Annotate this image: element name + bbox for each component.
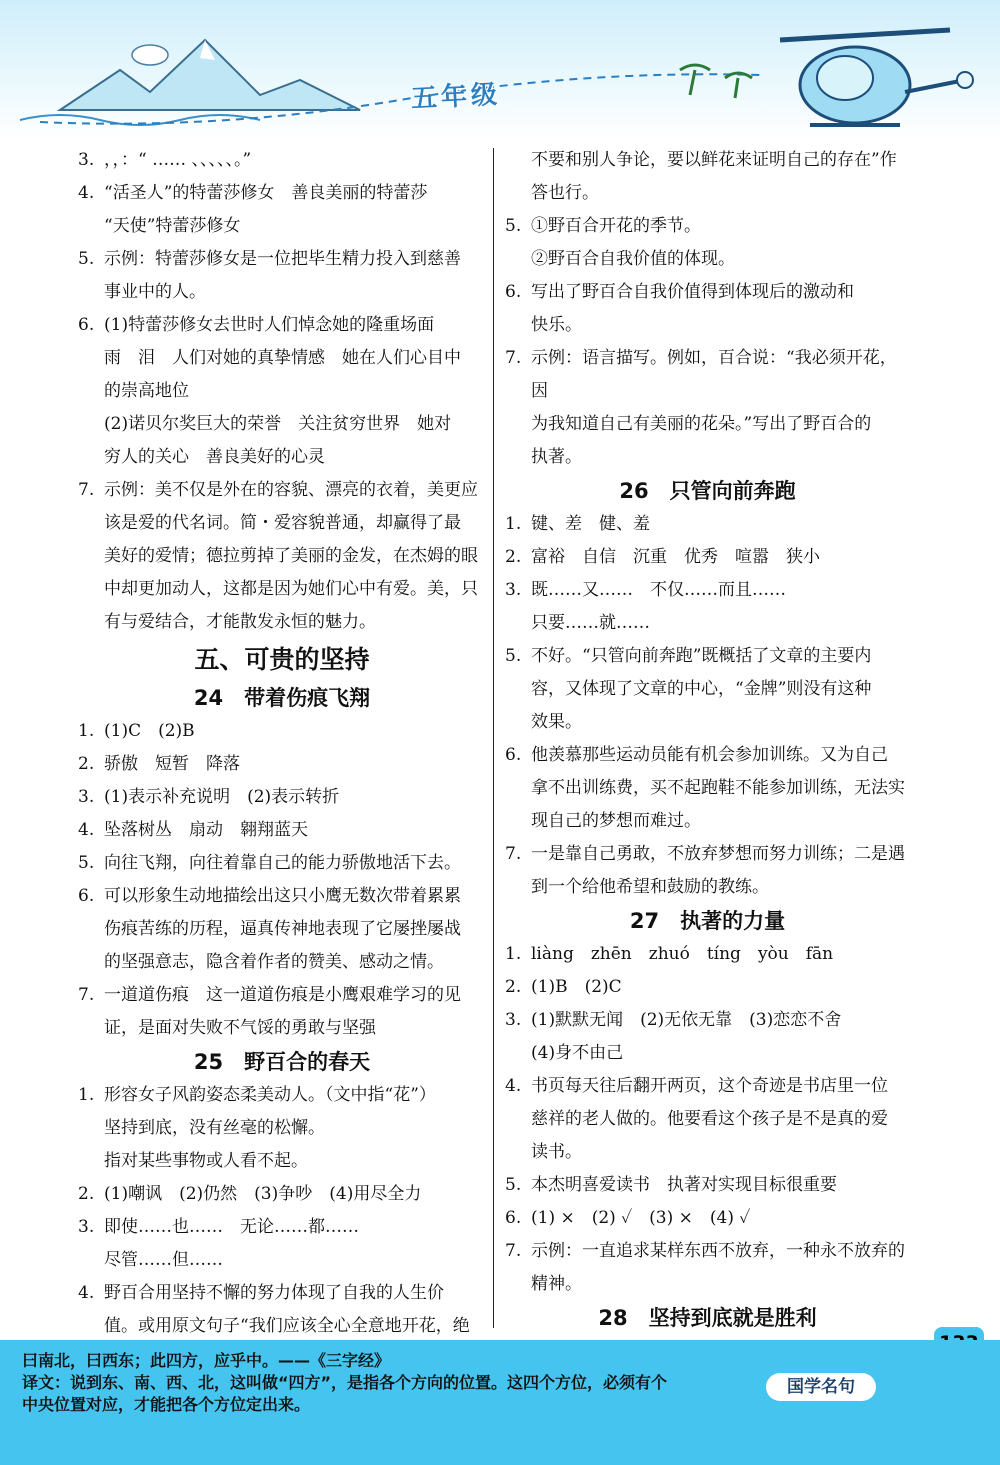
answer-line: (4)身不由己 xyxy=(531,1043,624,1063)
lesson-title-27: 27 执著的力量 xyxy=(629,909,786,933)
header-illustration xyxy=(0,0,1000,140)
answer-number: 2. xyxy=(78,1184,95,1204)
answer-line: (1)C (2)B xyxy=(104,721,195,741)
answer-number: 5. xyxy=(505,1175,522,1195)
answer-line: 坚持到底，没有丝毫的松懈。 xyxy=(104,1118,325,1138)
answer-item xyxy=(78,309,486,474)
answer-text xyxy=(531,1070,910,1169)
answer-item xyxy=(505,508,910,541)
answer-line: 有与爱结合，才能散发永恒的魅力。 xyxy=(104,612,376,632)
answer-line: 证，是面对失败不气馁的勇敢与坚强 xyxy=(104,1018,376,1038)
answer-text xyxy=(531,1169,910,1202)
answer-line: 为我知道自己有美丽的花朵。”写出了野百合的 xyxy=(531,414,872,434)
answer-line: 效果。 xyxy=(531,712,582,732)
answer-item xyxy=(505,1070,910,1169)
answer-text xyxy=(531,739,910,838)
answer-line: 一是靠自己勇敢，不放弃梦想而努力训练；二是遇 xyxy=(531,844,905,864)
answer-line: 骄傲 短暂 降落 xyxy=(104,754,240,774)
answer-line: 键、差 健、羞 xyxy=(531,514,650,534)
answer-line: 书页每天往后翻开两页，这个奇迹是书店里一位 xyxy=(531,1076,888,1096)
answer-line: 精神。 xyxy=(531,1274,582,1294)
answer-line: 事业中的人。 xyxy=(104,282,206,302)
answer-line: 本杰明喜爱读书 执著对实现目标很重要 xyxy=(531,1175,837,1195)
unit-title: 五、可贵的坚持 xyxy=(194,645,370,674)
lesson-title-28: 28 坚持到底就是胜利 xyxy=(598,1306,817,1330)
answer-text xyxy=(104,144,486,177)
answer-text xyxy=(531,1004,910,1070)
lesson-title-26: 26 只管向前奔跑 xyxy=(619,479,796,503)
answer-number: 4. xyxy=(78,183,95,203)
answer-item xyxy=(505,210,910,276)
answer-number: 2. xyxy=(505,547,522,567)
answer-item xyxy=(505,1235,910,1301)
answer-number: 4. xyxy=(78,820,95,840)
answer-line: 执著。 xyxy=(531,447,582,467)
answer-line: 尽管……但…… xyxy=(104,1250,223,1270)
answer-line: ，，：“ …… 、、、、、。” xyxy=(104,150,252,170)
answer-text xyxy=(104,979,486,1045)
answer-item xyxy=(78,715,486,748)
quote-line: 译文：说到东、南、西、北，这叫做“四方”，是指各个方向的位置。这四个方位，必须有个 xyxy=(22,1373,668,1392)
answer-number: 2. xyxy=(78,754,95,774)
answer-number: 7. xyxy=(78,480,95,500)
page-footer xyxy=(0,1340,1000,1465)
column-divider xyxy=(493,148,494,1328)
answer-line: 可以形象生动地描绘出这只小鹰无数次带着累累 xyxy=(104,886,461,906)
answer-text xyxy=(531,971,910,1004)
answer-line: 的坚强意志，隐含着作者的赞美、感动之情。 xyxy=(104,952,444,972)
answer-text xyxy=(531,838,910,904)
answer-line: 坠落树丛 扇动 翱翔蓝天 xyxy=(104,820,308,840)
answer-number: 1. xyxy=(505,944,522,964)
answer-line: 值。或用原文句子“我们应该全心全意地开花，绝 xyxy=(104,1316,470,1336)
answer-item xyxy=(78,1277,486,1343)
answer-text xyxy=(104,243,486,309)
answer-item xyxy=(78,1079,486,1178)
answer-line: (1) × (2) ✓ (3) × (4) ✓ xyxy=(531,1208,751,1228)
answer-line: 写出了野百合自我价值得到体现后的激动和 xyxy=(531,282,854,302)
answer-item xyxy=(505,1004,910,1070)
answer-item xyxy=(505,1169,910,1202)
answer-line: 向往飞翔，向往着靠自己的能力骄傲地活下去。 xyxy=(104,853,461,873)
answer-text xyxy=(104,847,486,880)
answer-text xyxy=(104,880,486,979)
answer-item xyxy=(78,177,486,243)
answer-line: “活圣人”的特蕾莎修女 善良美丽的特蕾莎 xyxy=(104,183,428,203)
answer-item xyxy=(78,748,486,781)
answer-item xyxy=(78,814,486,847)
answer-text xyxy=(531,1235,910,1301)
answer-item xyxy=(505,938,910,971)
answer-item xyxy=(505,1202,910,1235)
answer-line: (1)B (2)C xyxy=(531,977,622,997)
answer-number: 7. xyxy=(505,348,522,368)
answer-item xyxy=(78,847,486,880)
answer-line: (1)特蕾莎修女去世时人们悼念她的隆重场面 xyxy=(104,315,435,335)
answer-text xyxy=(104,1079,486,1178)
answer-line: 不好。“只管向前奔跑”既概括了文章的主要内 xyxy=(531,646,872,666)
series-tag: 国学名句 xyxy=(766,1373,876,1401)
answer-line: 示例：语言描写。例如，百合说：“我必须开花，因 xyxy=(531,348,897,401)
answer-line: 慈祥的老人做的。他要看这个孩子是不是真的爱 xyxy=(531,1109,888,1129)
answer-text xyxy=(104,309,486,474)
answer-number: 3. xyxy=(505,1010,522,1030)
answer-number: 6. xyxy=(505,282,522,302)
answer-number: 5. xyxy=(505,646,522,666)
answer-item xyxy=(505,971,910,1004)
continued-line-2: 答也行。 xyxy=(531,183,599,203)
answer-line: 即使……也…… 无论……都…… xyxy=(104,1217,359,1237)
answer-number: 4. xyxy=(505,1076,522,1096)
answer-line: (1)表示补充说明 (2)表示转折 xyxy=(104,787,340,807)
answer-item xyxy=(78,781,486,814)
answer-number: 1. xyxy=(505,514,522,534)
answer-item xyxy=(78,474,486,639)
answer-line: 容，又体现了文章的中心，“金牌”则没有这种 xyxy=(531,679,872,699)
answer-line: 示例：美不仅是外在的容貌、漂亮的衣着，美更应 xyxy=(104,480,478,500)
answer-text xyxy=(531,640,910,739)
answer-item xyxy=(505,342,910,474)
answer-number: 5. xyxy=(505,216,522,236)
answer-item xyxy=(78,1211,486,1277)
answer-number: 7. xyxy=(505,844,522,864)
answer-item xyxy=(505,574,910,640)
answer-text xyxy=(104,814,486,847)
answer-number: 7. xyxy=(505,1241,522,1261)
answer-text xyxy=(531,276,910,342)
answer-number: 3. xyxy=(78,150,95,170)
answer-number: 4. xyxy=(78,1283,95,1303)
answer-text xyxy=(531,541,910,574)
answer-line: 伤痕苦练的历程，逼真传神地表现了它屡挫屡战 xyxy=(104,919,461,939)
right-column xyxy=(505,144,910,1368)
answer-line: 穷人的关心 善良美好的心灵 xyxy=(104,447,325,467)
answer-number: 6. xyxy=(78,886,95,906)
answer-number: 5. xyxy=(78,249,95,269)
lesson-title-25: 25 野百合的春天 xyxy=(193,1050,371,1074)
answer-line: 一道道伤痕 这一道道伤痕是小鹰艰难学习的见 xyxy=(104,985,461,1005)
answer-line: ①野百合开花的季节。 xyxy=(531,216,701,236)
answer-line: 现自己的梦想而难过。 xyxy=(531,811,701,831)
answer-text xyxy=(104,715,486,748)
answer-text xyxy=(104,781,486,814)
answer-text xyxy=(104,474,486,639)
answer-line: liàng zhēn zhuó tíng yòu fān xyxy=(531,944,834,964)
answer-text xyxy=(531,1202,910,1235)
answer-line: “天使”特蕾莎修女 xyxy=(104,216,241,236)
answer-line: 中却更加动人，这都是因为她们心中有爱。美，只 xyxy=(104,579,478,599)
answer-number: 1. xyxy=(78,721,95,741)
answer-text xyxy=(104,1211,486,1277)
answer-line: 野百合用坚持不懈的努力体现了自我的人生价 xyxy=(104,1283,444,1303)
answer-line: 美好的爱情；德拉剪掉了美丽的金发，在杰姆的眼 xyxy=(104,546,478,566)
answer-line: (2)诺贝尔奖巨大的荣誉 关注贫穷世界 她对 xyxy=(104,414,452,434)
answer-item xyxy=(78,1178,486,1211)
grade-badge: 五年级 xyxy=(410,79,502,115)
answer-number: 6. xyxy=(78,315,95,335)
answer-number: 6. xyxy=(505,745,522,765)
answer-text xyxy=(531,342,910,474)
answer-text xyxy=(104,177,486,243)
answer-text xyxy=(104,1178,486,1211)
answer-line: 快乐。 xyxy=(531,315,582,335)
answer-line: ②野百合自我价值的体现。 xyxy=(531,249,735,269)
answer-text xyxy=(531,508,910,541)
answer-line: 到一个给他希望和鼓励的教练。 xyxy=(531,877,769,897)
answer-item xyxy=(505,739,910,838)
answer-line: 富裕 自信 沉重 优秀 喧嚣 狭小 xyxy=(531,547,820,567)
answer-text xyxy=(531,574,910,640)
answer-item xyxy=(78,880,486,979)
answer-number: 6. xyxy=(505,1208,522,1228)
answer-number: 3. xyxy=(505,580,522,600)
answer-line: 该是爱的代名词。简・爱容貌普通，却赢得了最 xyxy=(104,513,461,533)
quote-line: 中央位置对应，才能把各个方位定出来。 xyxy=(22,1395,311,1414)
lesson-title-24: 24 带着伤痕飞翔 xyxy=(193,686,371,710)
answer-line: 雨 泪 人们对她的真挚情感 她在人们心目中 xyxy=(104,348,461,368)
answer-line: 示例：一直追求某样东西不放弃，一种永不放弃的 xyxy=(531,1241,905,1261)
answer-text xyxy=(104,1277,486,1343)
answer-item xyxy=(78,979,486,1045)
answer-item xyxy=(505,838,910,904)
answer-number: 1. xyxy=(78,1085,95,1105)
answer-line: 他羡慕那些运动员能有机会参加训练。又为自己 xyxy=(531,745,888,765)
answer-line: 形容女子风韵姿态柔美动人。（文中指“花”） xyxy=(104,1085,436,1105)
answer-text xyxy=(531,938,910,971)
answer-line: (1)嘲讽 (2)仍然 (3)争吵 (4)用尽全力 xyxy=(104,1184,422,1204)
answer-line: 指对某些事物或人看不起。 xyxy=(104,1151,308,1171)
answer-number: 7. xyxy=(78,985,95,1005)
left-column xyxy=(78,144,486,1343)
answer-number: 3. xyxy=(78,787,95,807)
answer-line: 拿不出训练费，买不起跑鞋不能参加训练，无法实 xyxy=(531,778,905,798)
footer-quote xyxy=(22,1350,742,1416)
answer-line: 既……又…… 不仅……而且…… xyxy=(531,580,786,600)
answer-line: (1)默默无闻 (2)无依无靠 (3)恋恋不舍 xyxy=(531,1010,842,1030)
continued-line-1: 不要和别人争论，要以鲜花来证明自己的存在”作 xyxy=(531,150,897,170)
answer-item xyxy=(78,243,486,309)
answer-number: 3. xyxy=(78,1217,95,1237)
answer-item xyxy=(505,541,910,574)
answer-line: 的崇高地位 xyxy=(104,381,189,401)
quote-line: 曰南北，曰西东；此四方，应乎中。——《三字经》 xyxy=(22,1351,391,1370)
answer-item xyxy=(78,144,486,177)
answer-item xyxy=(505,640,910,739)
page-header xyxy=(0,0,1000,140)
answer-line: 示例：特蕾莎修女是一位把毕生精力投入到慈善 xyxy=(104,249,461,269)
answer-line: 读书。 xyxy=(531,1142,582,1162)
answer-number: 2. xyxy=(505,977,522,997)
answer-text xyxy=(531,210,910,276)
answer-text xyxy=(104,748,486,781)
answer-line: 只要……就…… xyxy=(531,613,650,633)
answer-number: 5. xyxy=(78,853,95,873)
answer-item xyxy=(505,276,910,342)
